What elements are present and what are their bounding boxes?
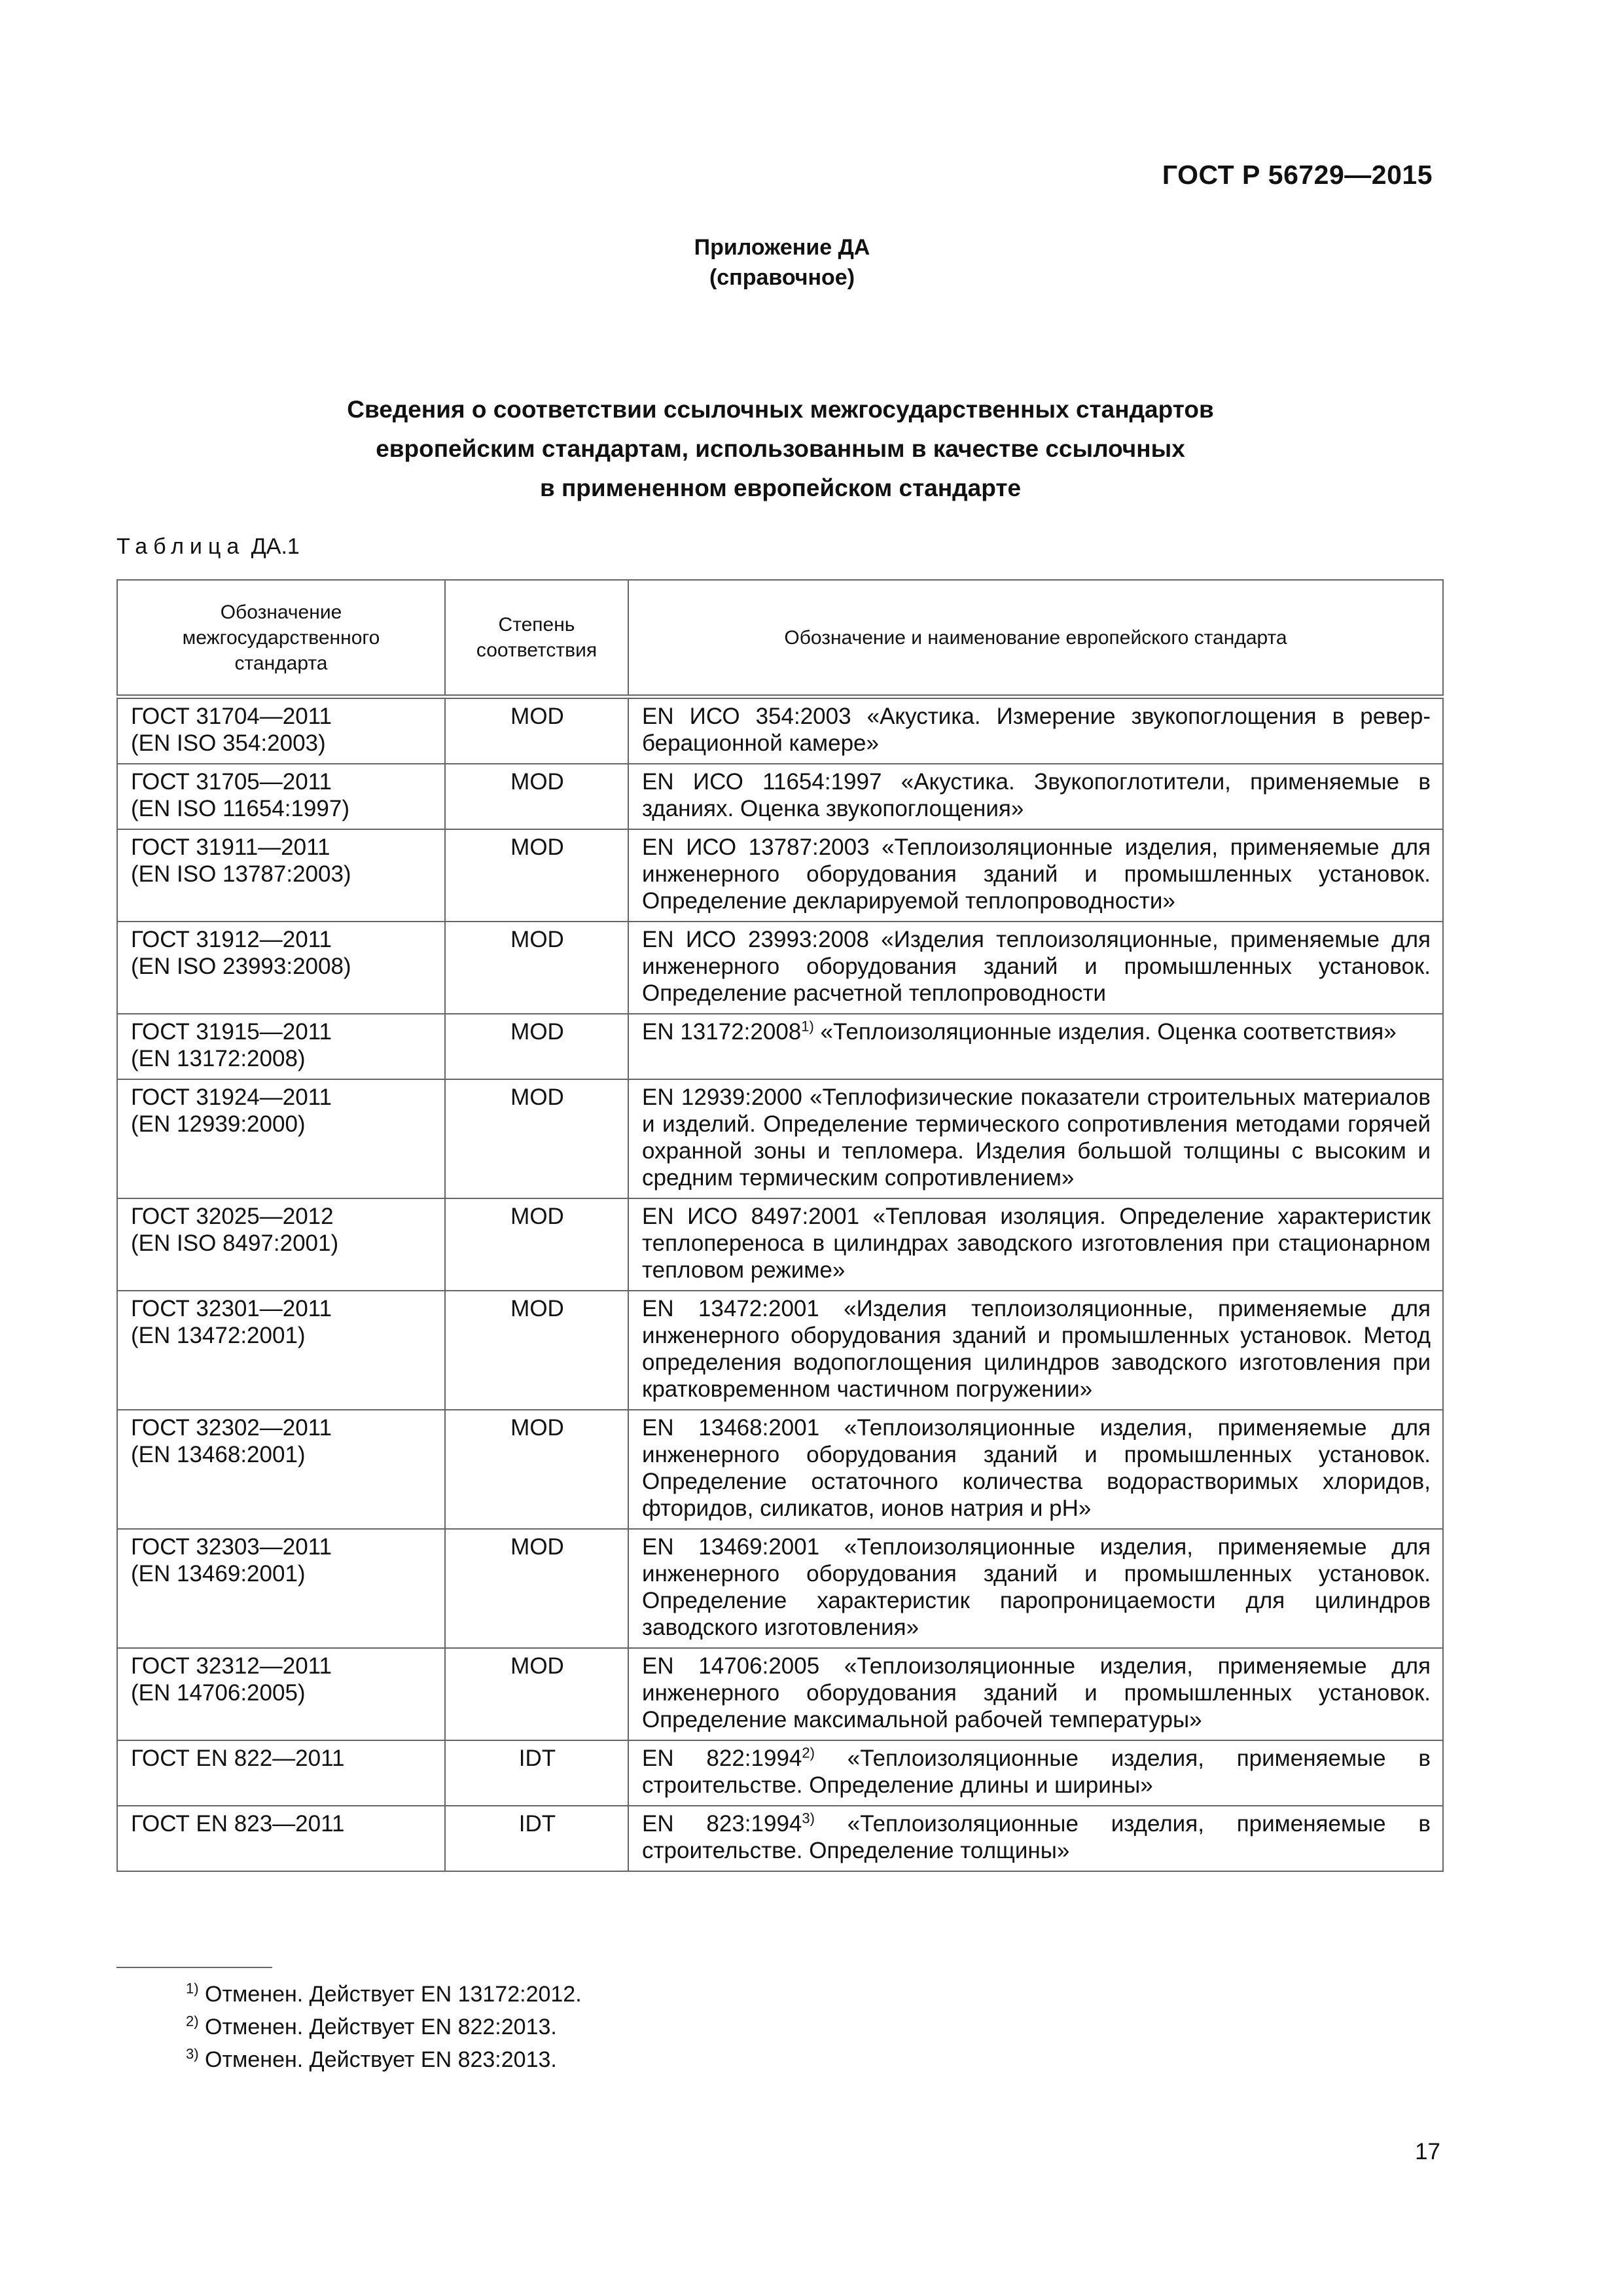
cell-interstate-standard xyxy=(117,1079,445,1198)
gost-code: ГОСТ 32025—2012 xyxy=(131,1204,334,1229)
document-code: ГОСТ Р 56729—2015 xyxy=(1162,160,1433,190)
cell-interstate-standard xyxy=(117,1740,445,1806)
table-row xyxy=(117,1410,1443,1529)
cell-interstate-standard xyxy=(117,1014,445,1079)
cell-interstate-standard xyxy=(117,1806,445,1871)
table-row xyxy=(117,1529,1443,1648)
cell-degree: MOD xyxy=(445,1529,628,1648)
european-standard-code: EN 13172:2008 xyxy=(642,1019,802,1045)
gost-code: ГОСТ 31705—2011 xyxy=(131,769,332,795)
table-header-row xyxy=(117,580,1443,697)
footnotes xyxy=(186,1978,582,2076)
cell-degree: MOD xyxy=(445,1648,628,1740)
footnote-text: Отменен. Действует EN 822:2013. xyxy=(198,2015,557,2039)
cell-interstate-standard xyxy=(117,697,445,764)
equivalent-reference: (EN 13468:2001) xyxy=(131,1442,306,1467)
appendix-subtitle: (справочное) xyxy=(709,265,855,290)
cell-degree: MOD xyxy=(445,922,628,1014)
equivalent-reference: (EN ISO 23993:2008) xyxy=(131,954,351,979)
page-number: 17 xyxy=(1415,2139,1440,2164)
cell-degree: MOD xyxy=(445,764,628,829)
cell-european-standard xyxy=(628,1740,1443,1806)
gost-code: ГОСТ 31911—2011 xyxy=(131,834,330,860)
table-row xyxy=(117,1291,1443,1410)
cell-european-standard: EN 13469:2001 «Теплоизоляционные изделия, применяемые для инженерного оборудования зданий и промышленных установок. Определение характеристик паропроницаемости для цилиндров заводского изготовления» xyxy=(628,1529,1443,1648)
footnote-text: Отменен. Действует EN 823:2013. xyxy=(198,2047,557,2072)
footnote-mark: 1) xyxy=(186,1980,199,1997)
cell-european-standard: EN ИСО 23993:2008 «Изделия теплоизоляционные, применяемые для инженерного оборудования зданий и промышленных установок. Определение расчетной теплопроводности xyxy=(628,922,1443,1014)
table-row xyxy=(117,764,1443,829)
footnote-divider xyxy=(116,1967,272,1968)
section-title-line-1: Сведения о соответствии ссылочных межгосударственных стандартов xyxy=(347,396,1214,423)
footnote-mark: 2) xyxy=(186,2013,199,2030)
cell-interstate-standard xyxy=(117,1291,445,1410)
table-label xyxy=(116,534,300,560)
cell-degree: MOD xyxy=(445,697,628,764)
cell-degree: MOD xyxy=(445,1014,628,1079)
cell-european-standard: EN ИСО 11654:1997 «Акустика. Звукопоглотители, применяемые в зданиях. Оценка звукопоглощения» xyxy=(628,764,1443,829)
gost-code: ГОСТ 32301—2011 xyxy=(131,1296,332,1321)
cell-degree: MOD xyxy=(445,829,628,922)
cell-interstate-standard xyxy=(117,764,445,829)
gost-code: ГОСТ EN 822—2011 xyxy=(131,1746,345,1771)
header-interstate-standard: Обозначение межгосударственного стандарта xyxy=(117,580,445,697)
european-standard-title: «Теплоизоляционные изделия, применяемые в строительстве. Определение длины и ширины» xyxy=(642,1746,1431,1798)
table-row xyxy=(117,697,1443,764)
footnote-reference: 1) xyxy=(801,1018,814,1035)
gost-code: ГОСТ 32302—2011 xyxy=(131,1415,332,1441)
equivalent-reference: (EN 12939:2000) xyxy=(131,1111,306,1137)
cell-degree: MOD xyxy=(445,1079,628,1198)
cell-interstate-standard xyxy=(117,1410,445,1529)
cell-european-standard xyxy=(628,1014,1443,1079)
cell-european-standard xyxy=(628,1806,1443,1871)
standards-table xyxy=(116,579,1444,1872)
footnote-text: Отменен. Действует EN 13172:2012. xyxy=(198,1982,582,2007)
section-title-line-2: европейским стандартам, использованным в качестве ссылочных xyxy=(376,435,1185,462)
cell-european-standard: EN 13468:2001 «Теплоизоляционные изделия, применяемые для инженерного оборудования зданий и промышленных установок. Определение остаточного количества водорастворимых хлоридов, фторидов, силикатов, ионов натрия и pH» xyxy=(628,1410,1443,1529)
table-row xyxy=(117,1014,1443,1079)
table-row xyxy=(117,829,1443,922)
cell-interstate-standard xyxy=(117,1648,445,1740)
cell-european-standard: EN 12939:2000 «Теплофизические показатели строительных материалов и изделий. Определение термического сопротивления методами горячей охранной зоны и тепломера. Изделия большой толщины с высоким и средним термическим сопротивлением» xyxy=(628,1079,1443,1198)
table-label-number: ДА.1 xyxy=(251,534,300,559)
cell-interstate-standard xyxy=(117,829,445,922)
table-row xyxy=(117,1079,1443,1198)
european-standard-title: «Теплоизоляционные изделия, применяемые в строительстве. Определение толщины» xyxy=(642,1811,1431,1863)
table-label-word: Таблица xyxy=(116,534,245,559)
table-row xyxy=(117,1806,1443,1871)
gost-code: ГОСТ 32303—2011 xyxy=(131,1534,332,1560)
european-standard-code: EN 822:1994 xyxy=(642,1746,802,1771)
table-row xyxy=(117,1740,1443,1806)
cell-interstate-standard xyxy=(117,1529,445,1648)
gost-code: ГОСТ EN 823—2011 xyxy=(131,1811,345,1837)
section-title xyxy=(0,390,1561,508)
table-row xyxy=(117,1198,1443,1291)
gost-code: ГОСТ 32312—2011 xyxy=(131,1653,332,1679)
equivalent-reference: (EN ISO 8497:2001) xyxy=(131,1230,339,1256)
european-standard-code: EN 823:1994 xyxy=(642,1811,802,1837)
footnote-reference: 2) xyxy=(802,1744,815,1761)
gost-code: ГОСТ 31915—2011 xyxy=(131,1019,332,1045)
footnote xyxy=(186,2043,582,2076)
cell-interstate-standard xyxy=(117,922,445,1014)
footnote xyxy=(186,1978,582,2011)
cell-degree: IDT xyxy=(445,1806,628,1871)
european-standard-title: «Теплоизоляционные изделия. Оценка соответствия» xyxy=(813,1019,1397,1045)
header-european-standard: Обозначение и наименование европейского стандарта xyxy=(628,580,1443,697)
equivalent-reference: (EN 13172:2008) xyxy=(131,1046,306,1071)
equivalent-reference: (EN 13469:2001) xyxy=(131,1561,306,1587)
appendix-title: Приложение ДА xyxy=(694,235,870,260)
section-title-line-3: в примененном европейском стандарте xyxy=(539,475,1022,501)
gost-code: ГОСТ 31924—2011 xyxy=(131,1085,332,1110)
table-row xyxy=(117,1648,1443,1740)
gost-code: ГОСТ 31704—2011 xyxy=(131,704,332,729)
table-row xyxy=(117,922,1443,1014)
cell-european-standard: EN 13472:2001 «Изделия теплоизоляционные, применяемые для инженерного оборудования зданий и промышленных установок. Метод определения водопоглощения цилиндров заводского изготовления при кратковременном частичном погружении» xyxy=(628,1291,1443,1410)
equivalent-reference: (EN ISO 11654:1997) xyxy=(131,796,349,821)
equivalent-reference: (EN ISO 354:2003) xyxy=(131,730,326,756)
cell-degree: MOD xyxy=(445,1291,628,1410)
cell-degree: MOD xyxy=(445,1410,628,1529)
cell-degree: MOD xyxy=(445,1198,628,1291)
equivalent-reference: (EN 14706:2005) xyxy=(131,1680,306,1706)
gost-code: ГОСТ 31912—2011 xyxy=(131,927,332,952)
footnote-reference: 3) xyxy=(802,1810,815,1827)
cell-interstate-standard xyxy=(117,1198,445,1291)
cell-european-standard: EN 14706:2005 «Теплоизоляционные изделия, применяемые для инженерного оборудования зданий и промышленных установок. Определение максимальной рабочей температуры» xyxy=(628,1648,1443,1740)
equivalent-reference: (EN 13472:2001) xyxy=(131,1323,306,1348)
header-degree: Степень соответствия xyxy=(445,580,628,697)
cell-european-standard: EN ИСО 13787:2003 «Теплоизоляционные изделия, применяемые для инженерного оборудования зданий и промышленных установок. Определение декларируемой теплопроводности» xyxy=(628,829,1443,922)
cell-european-standard: EN ИСО 8497:2001 «Тепловая изоляция. Определение характеристик теплопереноса в цилиндрах заводского изготовления при стационарном тепловом режиме» xyxy=(628,1198,1443,1291)
cell-european-standard: EN ИСО 354:2003 «Акустика. Измерение звукопоглощения в реверберационной камере» xyxy=(628,697,1443,764)
cell-degree: IDT xyxy=(445,1740,628,1806)
equivalent-reference: (EN ISO 13787:2003) xyxy=(131,861,351,887)
footnote xyxy=(186,2011,582,2043)
footnote-mark: 3) xyxy=(186,2045,199,2062)
appendix-heading xyxy=(0,232,1564,293)
